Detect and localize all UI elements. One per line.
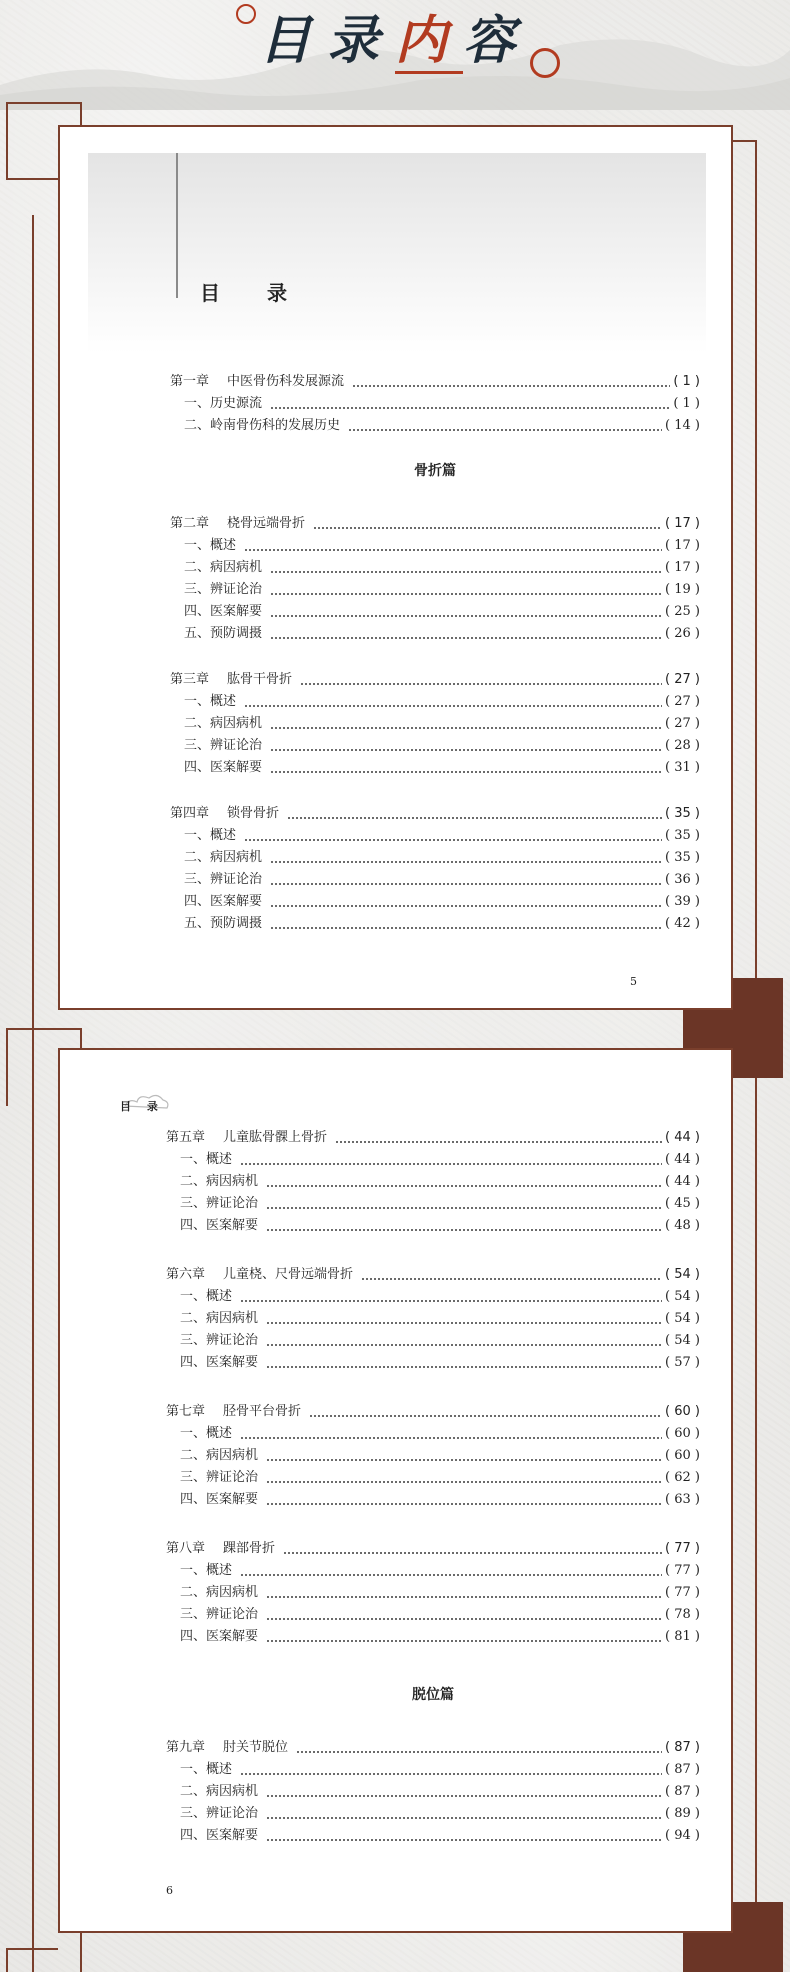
dot-leader (240, 1437, 662, 1439)
chapter-label: 第一章 (170, 374, 210, 389)
dot-leader (335, 1141, 662, 1143)
chapter-title: 肱骨干骨折 (227, 672, 293, 687)
section-title: 一、概述 (180, 1762, 233, 1777)
toc-section-row (170, 891, 700, 913)
page-ref: ( 1 ) (673, 374, 700, 389)
dot-leader (348, 429, 662, 431)
toc-section-row (166, 1286, 700, 1308)
dot-leader (266, 1344, 662, 1346)
page-ref: ( 35 ) (665, 850, 700, 865)
toc-section-row (166, 1171, 700, 1193)
chapter-title: 桡骨远端骨折 (227, 516, 306, 531)
chapter-label: 第二章 (170, 516, 210, 531)
toc-section-row (166, 1489, 700, 1511)
chapter-title: 锁骨骨折 (227, 806, 280, 821)
frame-line (80, 102, 82, 126)
toc-section-row (166, 1330, 700, 1352)
section-title: 三、辨证论治 (184, 872, 263, 887)
toc-section-row (170, 847, 700, 869)
toc-section-row (166, 1626, 700, 1648)
toc-section-row (166, 1352, 700, 1374)
dot-leader (270, 927, 662, 929)
toc-section-row (166, 1308, 700, 1330)
dot-leader (270, 615, 662, 617)
dot-leader (266, 1366, 662, 1368)
page-ref: ( 60 ) (665, 1448, 700, 1463)
page-ref: ( 28 ) (665, 738, 700, 753)
frame-line (6, 1948, 58, 1950)
frame-line (32, 215, 34, 1972)
dot-leader (287, 817, 662, 819)
dot-leader (266, 1185, 662, 1187)
section-title: 三、辨证论治 (180, 1196, 259, 1211)
toc-chapter-row (170, 513, 700, 535)
page-ref: ( 31 ) (665, 760, 700, 775)
page-ref: ( 27 ) (665, 672, 700, 687)
section-title: 四、医案解要 (180, 1492, 259, 1507)
dot-leader (270, 637, 662, 639)
section-title: 二、病因病机 (180, 1448, 259, 1463)
page-ref: ( 39 ) (665, 894, 700, 909)
section-title: 四、医案解要 (180, 1355, 259, 1370)
dot-leader (240, 1300, 662, 1302)
toc-chapter-row (166, 1401, 700, 1423)
title-char-2: 录 (326, 10, 395, 71)
page-ref: ( 44 ) (665, 1174, 700, 1189)
dot-leader (270, 407, 670, 409)
dot-leader (266, 1817, 662, 1819)
page-ref: ( 94 ) (665, 1828, 700, 1843)
toc-section-row (166, 1582, 700, 1604)
section-title: 二、病因病机 (180, 1174, 259, 1189)
toc-section-row (166, 1149, 700, 1171)
header-vertical-rule (176, 153, 178, 298)
section-title: 岭南骨伤科的发展历史 (210, 418, 341, 433)
section-title: 四、医案解要 (180, 1828, 259, 1843)
dot-leader (361, 1278, 662, 1280)
dot-leader (270, 861, 662, 863)
dot-leader (270, 749, 662, 751)
page-ref: ( 89 ) (665, 1806, 700, 1821)
page-ref: ( 81 ) (665, 1629, 700, 1644)
section-title: 四、医案解要 (184, 604, 263, 619)
toc-section-row (170, 735, 700, 757)
page-number: 6 (166, 1884, 173, 1897)
frame-line (6, 1948, 8, 1972)
dot-leader (270, 883, 662, 885)
toc-section-row (170, 601, 700, 623)
red-seal-ring-small (236, 4, 256, 24)
page-ref: ( 62 ) (665, 1470, 700, 1485)
dot-leader (240, 1574, 662, 1576)
toc-section-row (170, 557, 700, 579)
section-title: 历史源流 (210, 396, 263, 411)
section-title: 四、医案解要 (184, 760, 263, 775)
section-title: 三、辨证论治 (180, 1470, 259, 1485)
page-ref: ( 77 ) (665, 1563, 700, 1578)
page-ref: ( 63 ) (665, 1492, 700, 1507)
toc-chapter-row (166, 1538, 700, 1560)
section-title: 一、概述 (180, 1563, 233, 1578)
section-title: 二、病因病机 (184, 850, 263, 865)
page-ref: ( 77 ) (665, 1541, 700, 1556)
section-number: 二、 (184, 418, 211, 433)
section-title: 二、病因病机 (184, 716, 263, 731)
dot-leader (266, 1795, 662, 1797)
page-ref: ( 17 ) (665, 538, 700, 553)
page-ref: ( 87 ) (665, 1740, 700, 1755)
dot-leader (240, 1773, 662, 1775)
chapter-title: 肘关节脱位 (223, 1740, 289, 1755)
dot-leader (313, 527, 662, 529)
toc-chapter-row (170, 371, 700, 393)
dot-leader (270, 593, 662, 595)
dot-leader (352, 385, 670, 387)
page-ref: ( 60 ) (665, 1404, 700, 1419)
page-ref: ( 60 ) (665, 1426, 700, 1441)
toc-chapter-row (170, 803, 700, 825)
dot-leader (266, 1839, 662, 1841)
page-ref: ( 44 ) (665, 1130, 700, 1145)
toc-chapter-row (170, 669, 700, 691)
page-ref: ( 48 ) (665, 1218, 700, 1233)
page-ref: ( 25 ) (665, 604, 700, 619)
page-ref: ( 27 ) (665, 716, 700, 731)
chapter-title: 中医骨伤科发展源流 (227, 374, 345, 389)
page-ref: ( 35 ) (665, 828, 700, 843)
section-title: 三、辨证论治 (180, 1806, 259, 1821)
section-title: 五、预防调摄 (184, 916, 263, 931)
page-ref: ( 27 ) (665, 694, 700, 709)
toc-section-row (170, 913, 700, 935)
toc-section-row (170, 869, 700, 891)
frame-line (733, 140, 757, 142)
chapter-title: 踝部骨折 (223, 1541, 276, 1556)
frame-line (6, 1028, 8, 1106)
dot-leader (266, 1229, 662, 1231)
dot-leader (270, 727, 662, 729)
toc-chapter-row (166, 1127, 700, 1149)
section-title: 二、病因病机 (180, 1311, 259, 1326)
toc-section-row (166, 1215, 700, 1237)
section-title: 四、医案解要 (180, 1218, 259, 1233)
title-char-1: 目 (258, 10, 327, 71)
dot-leader (266, 1503, 662, 1505)
frame-line (80, 1028, 82, 1050)
page-ref: ( 54 ) (665, 1267, 700, 1282)
page-ref: ( 78 ) (665, 1607, 700, 1622)
toc-section-row (170, 623, 700, 645)
running-header: 目 录 (120, 1100, 164, 1113)
frame-line (6, 102, 8, 180)
page-ref: ( 87 ) (665, 1784, 700, 1799)
chapter-label: 第三章 (170, 672, 210, 687)
page-ref: ( 45 ) (665, 1196, 700, 1211)
chapter-label: 第六章 (166, 1267, 206, 1282)
dot-leader (266, 1459, 662, 1461)
section-title: 三、辨证论治 (180, 1607, 259, 1622)
toc-section-row (166, 1467, 700, 1489)
page-ref: ( 14 ) (665, 418, 700, 433)
dot-leader (266, 1640, 662, 1642)
toc-chapter-row (166, 1264, 700, 1286)
toc-section-row (166, 1445, 700, 1467)
section-title: 二、病因病机 (180, 1585, 259, 1600)
section-title: 一、概述 (180, 1289, 233, 1304)
toc-section-row (166, 1193, 700, 1215)
frame-line (6, 1028, 82, 1030)
section-title: 一、概述 (180, 1426, 233, 1441)
toc-section-row (170, 415, 700, 437)
section-title: 四、医案解要 (184, 894, 263, 909)
page-ref: ( 19 ) (665, 582, 700, 597)
section-title: 一、概述 (184, 538, 237, 553)
page-ref: ( 1 ) (673, 396, 700, 411)
dot-leader (266, 1207, 662, 1209)
page-ref: ( 17 ) (665, 560, 700, 575)
section-title: 一、概述 (180, 1152, 233, 1167)
toc-chapter-row (166, 1737, 700, 1759)
dot-leader (266, 1618, 662, 1620)
dot-leader (270, 771, 662, 773)
page-ref: ( 77 ) (665, 1585, 700, 1600)
toc-section-row (170, 579, 700, 601)
dot-leader (270, 905, 662, 907)
chapter-label: 第八章 (166, 1541, 206, 1556)
chapter-title: 胫骨平台骨折 (223, 1404, 302, 1419)
chapter-label: 第四章 (170, 806, 210, 821)
chapter-label: 第九章 (166, 1740, 206, 1755)
chapter-label: 第七章 (166, 1404, 206, 1419)
page-ref: ( 54 ) (665, 1333, 700, 1348)
page-header-band (88, 153, 706, 353)
page-ref: ( 36 ) (665, 872, 700, 887)
dot-leader (266, 1481, 662, 1483)
dot-leader (244, 839, 662, 841)
toc-section-row (166, 1604, 700, 1626)
toc-section-row (170, 393, 700, 415)
title-char-3: 内 (395, 10, 463, 74)
page-ref: ( 35 ) (665, 806, 700, 821)
frame-line (6, 178, 58, 180)
page-ref: ( 57 ) (665, 1355, 700, 1370)
toc-section-row (170, 825, 700, 847)
page-ref: ( 54 ) (665, 1289, 700, 1304)
page-ref: ( 42 ) (665, 916, 700, 931)
section-number: 一、 (184, 396, 211, 411)
toc-section-row (166, 1781, 700, 1803)
chapter-title: 儿童桡、尺骨远端骨折 (223, 1267, 354, 1282)
dot-leader (270, 571, 662, 573)
toc-list (170, 371, 700, 959)
section-title (0, 0, 790, 95)
section-title: 二、病因病机 (180, 1784, 259, 1799)
section-title: 三、辨证论治 (180, 1333, 259, 1348)
dot-leader (266, 1596, 662, 1598)
page-ref: ( 87 ) (665, 1762, 700, 1777)
dot-leader (296, 1751, 662, 1753)
frame-line (6, 102, 82, 104)
section-title: 二、病因病机 (184, 560, 263, 575)
dot-leader (240, 1163, 662, 1165)
toc-list (166, 1127, 700, 1847)
page-ref: ( 44 ) (665, 1152, 700, 1167)
section-title: 三、辨证论治 (184, 582, 263, 597)
toc-section-row (170, 535, 700, 557)
section-title: 三、辨证论治 (184, 738, 263, 753)
toc-section-row (170, 757, 700, 779)
toc-section-row (166, 1803, 700, 1825)
dot-leader (300, 683, 662, 685)
section-title: 一、概述 (184, 694, 237, 709)
page-ref: ( 26 ) (665, 626, 700, 641)
chapter-title: 儿童肱骨髁上骨折 (223, 1130, 328, 1145)
book-page-6 (58, 1048, 733, 1933)
title-char-4: 容 (463, 10, 532, 71)
page-ref: ( 17 ) (665, 516, 700, 531)
dot-leader (266, 1322, 662, 1324)
book-page-5 (58, 125, 733, 1010)
part-title: 脱位篇 (412, 1687, 454, 1703)
part-title: 骨折篇 (414, 463, 456, 479)
section-title: 五、预防调摄 (184, 626, 263, 641)
page-ref: ( 54 ) (665, 1311, 700, 1326)
dot-leader (244, 549, 662, 551)
toc-section-row (166, 1560, 700, 1582)
dot-leader (309, 1415, 662, 1417)
dot-leader (244, 705, 662, 707)
page-number: 5 (630, 975, 637, 988)
section-title: 四、医案解要 (180, 1629, 259, 1644)
chapter-label: 第五章 (166, 1130, 206, 1145)
toc-section-row (166, 1759, 700, 1781)
toc-section-row (170, 691, 700, 713)
frame-line (80, 1933, 82, 1972)
red-seal-ring (530, 48, 560, 78)
toc-section-row (170, 713, 700, 735)
section-title: 一、概述 (184, 828, 237, 843)
toc-section-row (166, 1825, 700, 1847)
toc-heading: 目 录 (200, 281, 307, 305)
dot-leader (283, 1552, 662, 1554)
toc-section-row (166, 1423, 700, 1445)
